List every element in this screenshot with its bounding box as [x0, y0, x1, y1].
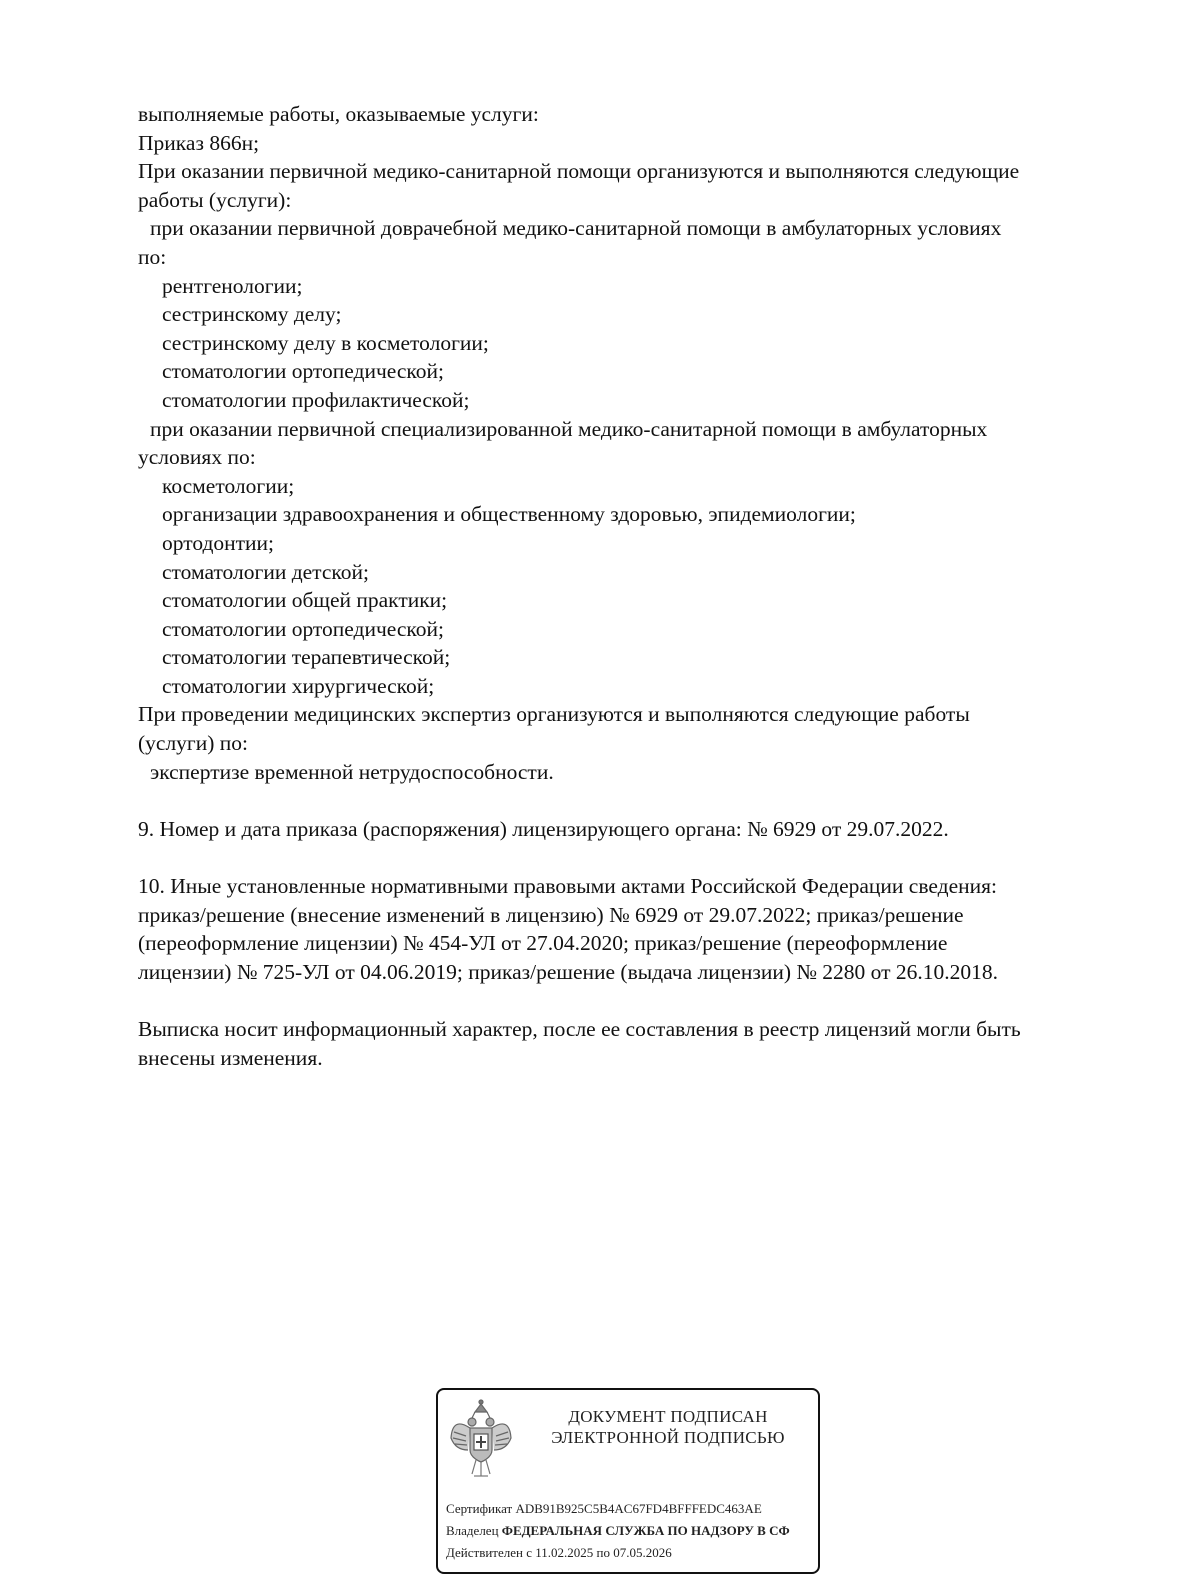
spacer: [138, 986, 1128, 1015]
valid-to-date: 07.05.2026: [613, 1545, 672, 1560]
notice-line: Выписка носит информационный характер, после ее составления в реестр лицензий могли быть: [138, 1017, 1021, 1041]
service-item: косметологии;: [162, 473, 295, 498]
stamp-details: [446, 1498, 820, 1564]
notice-line: внесены изменения.: [138, 1045, 323, 1070]
owner-value: ФЕДЕРАЛЬНАЯ СЛУЖБА ПО НАДЗОРУ В СФ: [501, 1523, 790, 1538]
owner-row: [446, 1520, 820, 1542]
document-line: экспертизе временной нетрудоспособности.: [150, 759, 554, 784]
service-item: сестринскому делу;: [162, 302, 342, 327]
informational-notice: [138, 1015, 1128, 1072]
service-item: стоматологии общей практики;: [162, 588, 448, 613]
document-line: при оказании первичной специализированной медико-санитарной помощи в амбулаторных: [150, 416, 988, 441]
valid-from-date: 11.02.2025: [535, 1545, 594, 1560]
service-item: стоматологии хирургической;: [162, 673, 435, 698]
stamp-title-line: ДОКУМЕНТ ПОДПИСАН: [568, 1407, 768, 1426]
section-10-line: (переоформление лицензии) № 454-УЛ от 27.04.2020; приказ/решение (переоформление: [138, 931, 948, 956]
section-10-line: 10. Иные установленные нормативными правовыми актами Российской Федерации сведения:: [138, 874, 997, 899]
spacer: [138, 786, 1128, 815]
certificate-row: [446, 1498, 820, 1520]
document-line: выполняемые работы, оказываемые услуги:: [138, 102, 539, 126]
electronic-signature-stamp: [436, 1388, 820, 1574]
service-item: организации здравоохранения и общественному здоровью, эпидемиологии;: [162, 502, 856, 527]
section-9-order-number: 9. Номер и дата приказа (распоряжения) лицензирующего органа: № 6929 от 29.07.2022.: [138, 816, 949, 841]
document-line: условиях по:: [138, 445, 256, 470]
document-line: работы (услуги):: [138, 187, 292, 212]
services-list: [138, 100, 1128, 786]
document-line: (услуги) по:: [138, 731, 249, 756]
service-item: стоматологии ортопедической;: [162, 359, 445, 384]
section-10-other-info: [138, 872, 1128, 986]
certificate-label: Сертификат: [446, 1501, 513, 1516]
section-10-line: приказ/решение (внесение изменений в лицензию) № 6929 от 29.07.2022; приказ/решение: [138, 902, 964, 927]
service-item: сестринскому делу в косметологии;: [162, 330, 489, 355]
document-line: При оказании первичной медико-санитарной помощи организуются и выполняются следующие: [138, 159, 1020, 184]
service-item: ортодонтии;: [162, 530, 275, 555]
certificate-value: ADB91B925C5B4AC67FD4BFFFEDC463AE: [515, 1501, 762, 1516]
validity-row: [446, 1542, 820, 1564]
spacer: [138, 843, 1128, 872]
document-body: [138, 100, 1128, 1072]
valid-to-label: по: [596, 1545, 610, 1560]
stamp-title-line: ЭЛЕКТРОННОЙ ПОДПИСЬЮ: [551, 1428, 785, 1447]
document-line: Приказ 866н;: [138, 130, 260, 155]
service-item: стоматологии профилактической;: [162, 387, 470, 412]
valid-from-label: Действителен с: [446, 1545, 532, 1560]
service-item: рентгенологии;: [162, 273, 303, 298]
document-line: по:: [138, 244, 167, 269]
russian-coat-of-arms-icon: [448, 1398, 514, 1484]
stamp-title: [538, 1406, 798, 1448]
owner-label: Владелец: [446, 1523, 499, 1538]
section-10-line: лицензии) № 725-УЛ от 04.06.2019; приказ/решение (выдача лицензии) № 2280 от 26.10.2018.: [138, 959, 998, 984]
service-item: стоматологии терапевтической;: [162, 645, 451, 670]
service-item: стоматологии детской;: [162, 559, 369, 584]
service-item: стоматологии ортопедической;: [162, 616, 445, 641]
document-line: при оказании первичной доврачебной медико-санитарной помощи в амбулаторных условиях: [150, 216, 1002, 241]
document-line: При проведении медицинских экспертиз организуются и выполняются следующие работы: [138, 702, 970, 727]
